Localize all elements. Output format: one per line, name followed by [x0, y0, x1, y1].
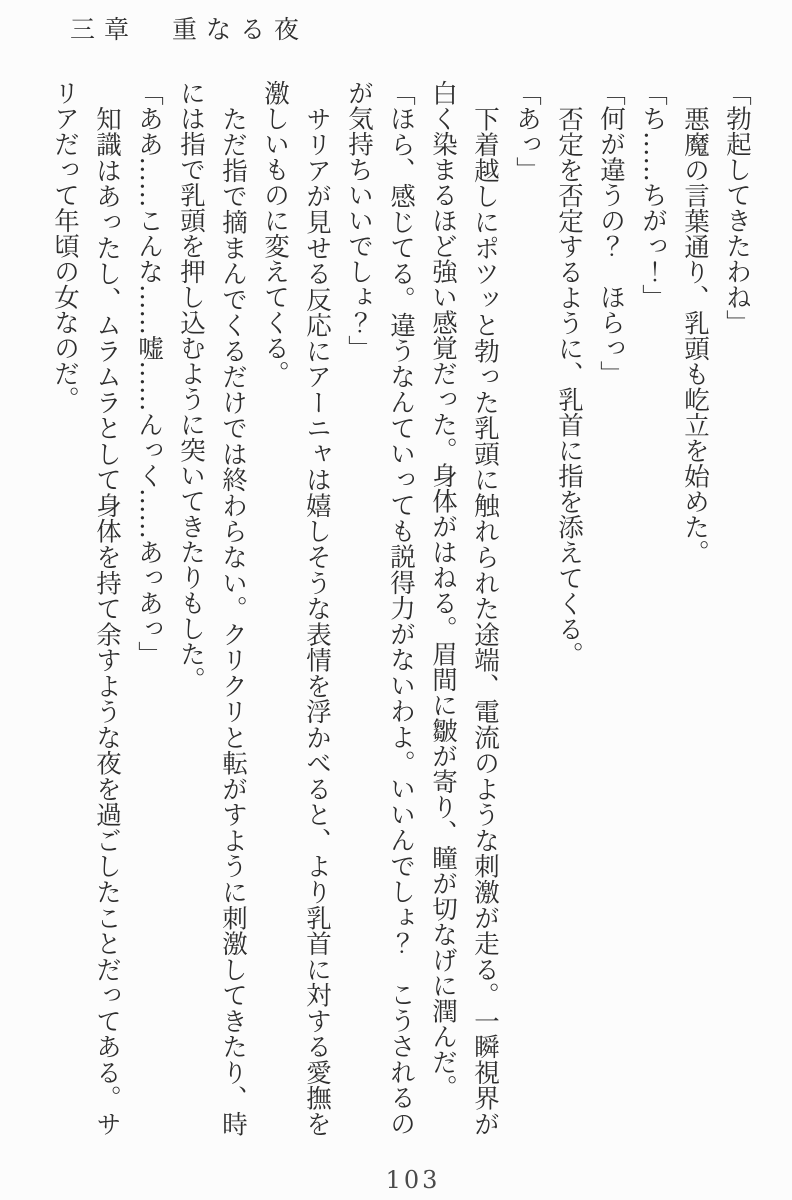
paragraph: 「ああ……こんな……嘘……んっく……あっあっ」	[134, 80, 164, 667]
paragraph: 悪魔の言葉通り、乳頭も屹立を始めた。	[680, 105, 710, 565]
paragraph: ただ指で摘まんでくるだけでは終わらない。クリクリと転がすように刺激してきたり、時には指で乳頭を押し込むように突いてきたりもした。	[176, 80, 248, 1136]
paragraph: 否定を否定するように、乳首に指を添えてくる。	[554, 105, 584, 667]
paragraph: 「勃起してきたわね」	[722, 80, 752, 335]
paragraph: 知識はあったし、ムラムラとして身体を持て余すような夜を過ごしたことだってある。サリアだって年頃の女なのだ。	[50, 80, 122, 1136]
page-number: 103	[385, 1166, 441, 1194]
chapter-running-head: 三章 重なる夜	[70, 15, 309, 44]
paragraph: サリアが見せる反応にアーニャは嬉しそうな表情を浮かべると、より乳首に対する愛撫を激しいものに変えてくる。	[260, 80, 332, 1136]
paragraph: 下着越しにポツッと勃った乳頭に触れられた途端、電流のような刺激が走る。一瞬視界が白く染まるほど強い感覚だった。身体がはねる。眉間に皺が寄り、瞳が切なげに潤んだ。	[428, 80, 500, 1136]
text-body	[44, 80, 758, 1136]
paragraph: 「あっ」	[512, 80, 542, 182]
paragraph: 「ち……ちがっ！」	[638, 80, 668, 310]
paragraph: 「ほら、感じてる。違うなんていっても説得力がないわよ。いいんでしょ？ こうされるのが気持ちいいでしょ？」	[344, 80, 416, 1136]
paragraph: 「何が違うの？ ほらっ」	[596, 80, 626, 386]
